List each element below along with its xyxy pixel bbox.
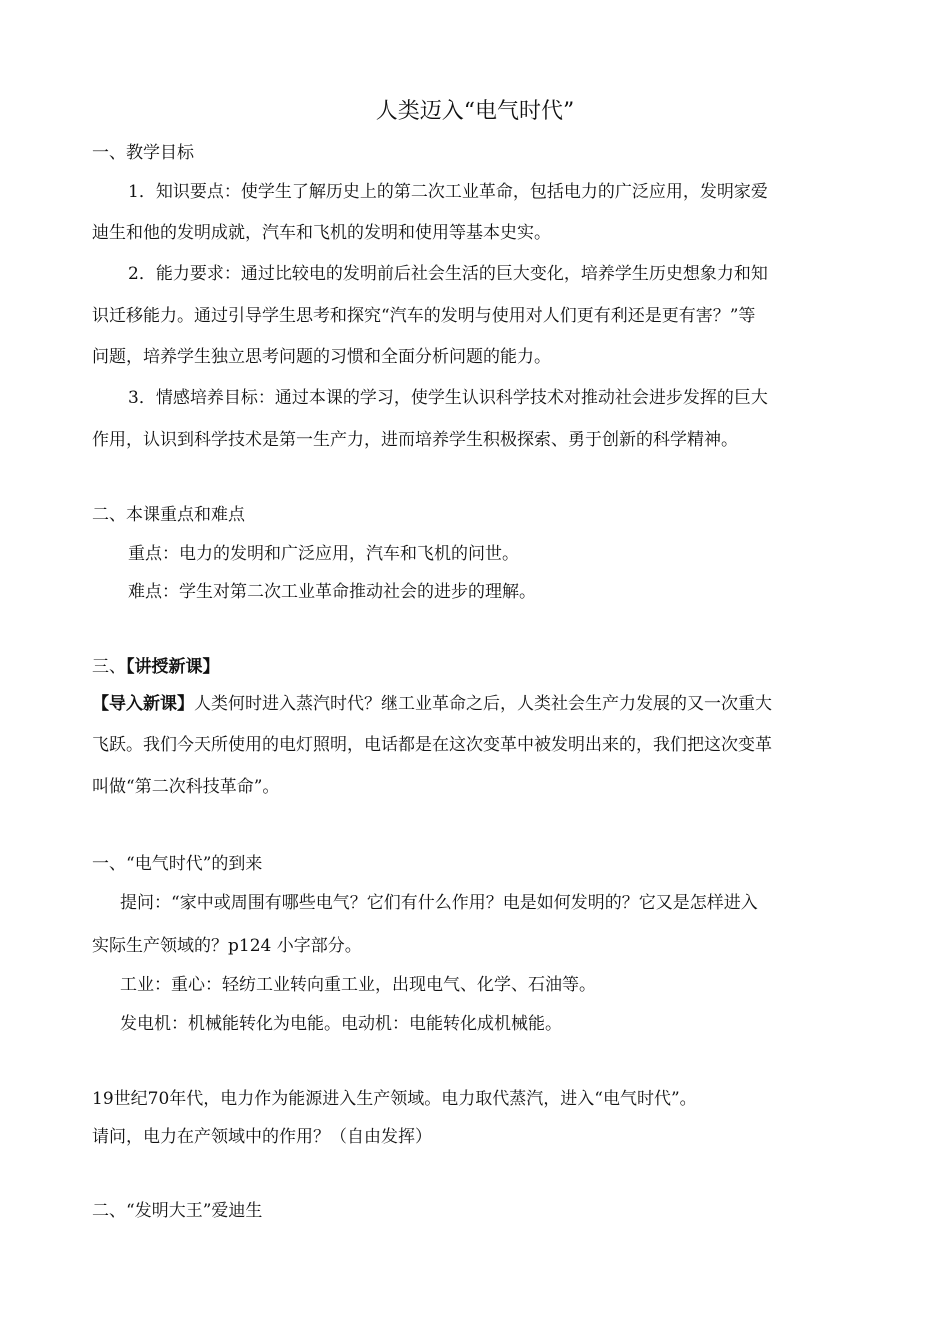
objective-2-line-1: 2．能力要求：通过比较电的发明前后社会生活的巨大变化，培养学生历史想象力和知 — [128, 264, 768, 284]
intro-line-1 — [92, 692, 862, 716]
intro-text: 人类何时进入蒸汽时代？继工业革命之后，人类社会生产力发展的又一次重大 — [194, 694, 772, 714]
difficulty-text: 难点：学生对第二次工业革命推动社会的进步的理解。 — [128, 582, 536, 602]
question-line-1: 提问：“家中或周围有哪些电气？它们有什么作用？电是如何发明的？它又是怎样进入 — [120, 893, 758, 913]
question-text: 请问，电力在产领域中的作用？（自由发挥） — [92, 1127, 432, 1147]
document-title: 人类迈入“电气时代” — [375, 99, 575, 124]
section-number: 三、 — [92, 657, 126, 677]
objective-3-line-2: 作用，认识到科学技术是第一生产力，进而培养学生积极探索、勇于创新的科学精神。 — [92, 430, 738, 450]
industry-text: 工业：重心：轻纺工业转向重工业，出现电气、化学、石油等。 — [120, 975, 596, 995]
intro-line-2: 飞跃。我们今天所使用的电灯照明，电话都是在这次变革中被发明出来的，我们把这次变革 — [92, 735, 772, 755]
objective-1-line-2: 迪生和他的发明成就，汽车和飞机的发明和使用等基本史实。 — [92, 223, 551, 243]
section-heading-key-points: 二、本课重点和难点 — [92, 505, 245, 525]
objective-2-line-3: 问题，培养学生独立思考问题的习惯和全面分析问题的能力。 — [92, 347, 551, 367]
part-heading-electric-era: 一、“电气时代”的到来 — [92, 854, 263, 874]
objective-1-line-1: 1．知识要点：使学生了解历史上的第二次工业革命，包括电力的广泛应用，发明家爱 — [128, 182, 768, 202]
key-point-text: 重点：电力的发明和广泛应用，汽车和飞机的问世。 — [128, 544, 519, 564]
intro-label: 【导入新课】 — [92, 694, 194, 714]
era-text: 19世纪70年代，电力作为能源进入生产领域。电力取代蒸汽，进入“电气时代”。 — [92, 1089, 697, 1109]
section-heading-new-lesson — [92, 655, 862, 679]
intro-line-3: 叫做“第二次科技革命”。 — [92, 777, 280, 797]
section-heading-objectives: 一、教学目标 — [92, 143, 194, 163]
generator-text: 发电机：机械能转化为电能。电动机：电能转化成机械能。 — [120, 1014, 562, 1034]
question-line-2: 实际生产领域的？p124 小字部分。 — [92, 936, 362, 956]
objective-3-line-1: 3．情感培养目标：通过本课的学习，使学生认识科学技术对推动社会进步发挥的巨大 — [128, 388, 768, 408]
section-heading-bold: 【讲授新课】 — [126, 657, 220, 677]
part-heading-edison: 二、“发明大王”爱迪生 — [92, 1201, 263, 1221]
objective-2-line-2: 识迁移能力。通过引导学生思考和探究“汽车的发明与使用对人们更有利还是更有害？”等 — [92, 306, 756, 326]
